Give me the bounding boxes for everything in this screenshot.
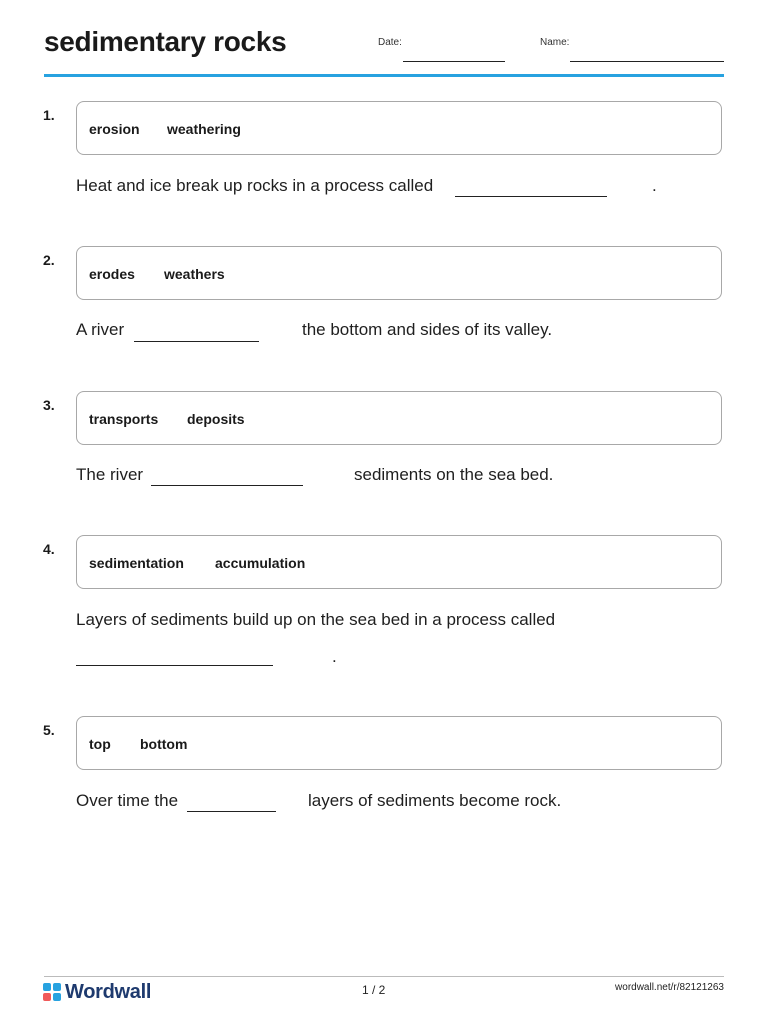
question-number: 4. [43, 541, 55, 557]
wordwall-logo [43, 981, 151, 1003]
question-sentence-end: sediments on the sea bed. [354, 465, 554, 484]
word-bank [76, 535, 722, 589]
answer-blank[interactable] [455, 196, 607, 197]
footer-divider [44, 976, 724, 977]
word-option: bottom [140, 736, 188, 752]
question-number: 3. [43, 397, 55, 413]
question-number: 5. [43, 722, 55, 738]
logo-square [43, 983, 51, 991]
word-option: erodes [89, 266, 135, 282]
word-bank [76, 101, 722, 155]
page-number: 1 / 2 [362, 983, 386, 997]
answer-blank[interactable] [134, 341, 259, 342]
word-option: top [89, 736, 111, 752]
worksheet-header [44, 0, 724, 78]
question-sentence: A river [76, 320, 125, 339]
header-divider [44, 74, 724, 77]
word-option: weathering [167, 121, 241, 137]
logo-square [53, 983, 61, 991]
question-sentence-end: the bottom and sides of its valley. [302, 320, 553, 339]
sentence-end: . [332, 647, 337, 666]
footer-url[interactable]: wordwall.net/r/82121263 [615, 982, 724, 993]
logo-text: Wordwall [65, 980, 152, 1003]
question-sentence: Layers of sediments build up on the sea bed in a process called [76, 610, 556, 629]
date-label: Date: [378, 37, 402, 48]
word-bank [76, 716, 722, 770]
answer-blank[interactable] [187, 811, 276, 812]
word-option: transports [89, 411, 159, 427]
wordwall-grid-icon [43, 983, 61, 1001]
question-sentence: Heat and ice break up rocks in a process called [76, 176, 434, 195]
name-blank[interactable] [570, 61, 724, 62]
word-option: deposits [187, 411, 245, 427]
logo-square [43, 993, 51, 1001]
word-bank [76, 246, 722, 300]
answer-blank[interactable] [76, 665, 273, 666]
word-option: erosion [89, 121, 140, 137]
name-label: Name: [540, 37, 570, 48]
sentence-end: . [652, 176, 657, 195]
page-title: sedimentary rocks [44, 26, 287, 57]
word-option: accumulation [215, 555, 306, 571]
logo-square [53, 993, 61, 1001]
date-blank[interactable] [403, 61, 505, 62]
word-option: sedimentation [89, 555, 184, 571]
question-sentence: The river [76, 465, 144, 484]
word-bank [76, 391, 722, 445]
answer-blank[interactable] [151, 485, 303, 486]
question-sentence-end: layers of sediments become rock. [308, 791, 562, 810]
question-number: 1. [43, 107, 55, 123]
word-option: weathers [164, 266, 225, 282]
question-number: 2. [43, 252, 55, 268]
question-sentence: Over time the [76, 791, 179, 810]
